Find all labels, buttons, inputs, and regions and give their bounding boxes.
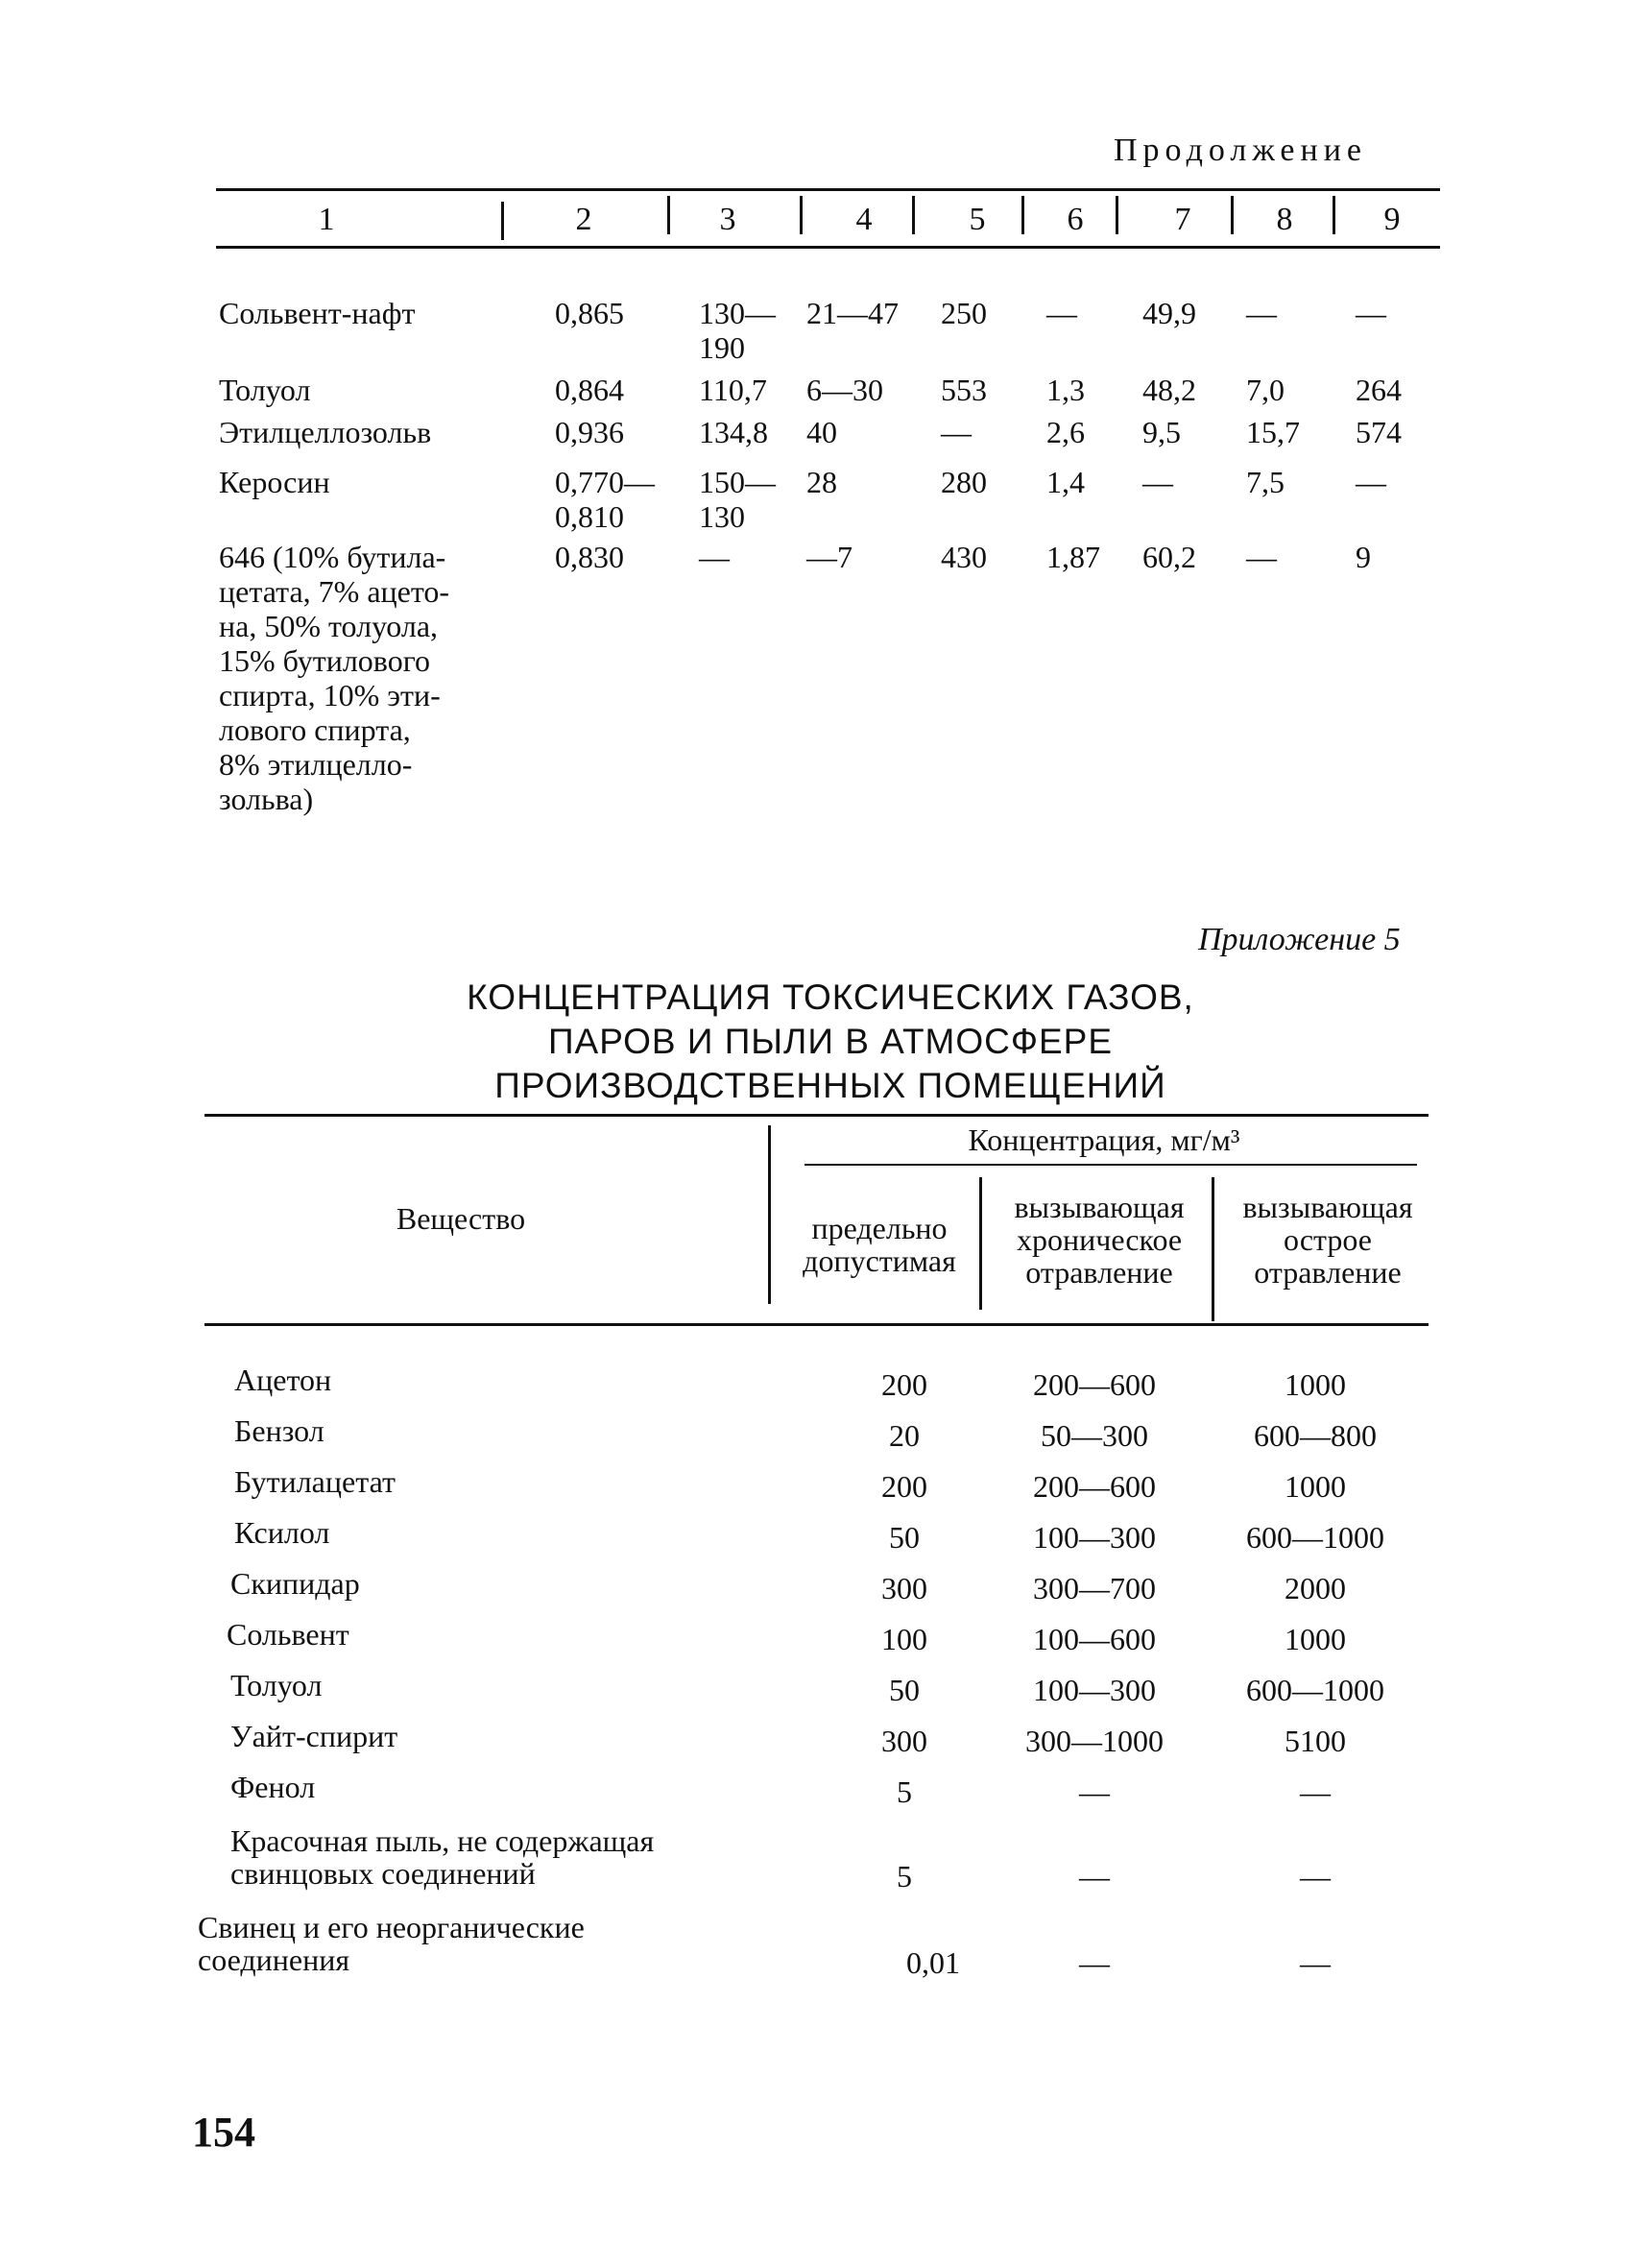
acute-header: вызывающая острое отравление [1242,1190,1413,1290]
acute-value: 600—1000 [1246,1673,1384,1707]
cell: 553 [941,373,987,407]
cell: 646 (10% бутила- цетата, 7% ацето- на, 50% толуола, 15% бутилового спирта, 10% эти- лового спирта, 8% этилцелло- зольва) [219,540,450,816]
cell: Сольвент-нафт [219,296,416,330]
acute-value: — [1300,1774,1331,1809]
cell: — [1246,540,1277,574]
cell: 1,3 [1046,373,1085,407]
cell: 0,830 [555,540,624,574]
pdk-value: 50 [889,1520,920,1555]
chronic-value: — [1079,1945,1110,1980]
acute-value: 600—800 [1254,1418,1377,1453]
concentration-header: Концентрация, мг/м³ [968,1122,1240,1157]
col-separator [1231,196,1234,234]
substance-name: Бутилацетат [234,1464,396,1499]
pdk-value: 5 [897,1859,912,1894]
table1-header-1: 1 [318,202,335,237]
table1-header-8: 8 [1276,202,1293,237]
cell: 130— 190 [699,296,776,365]
acute-value: 5100 [1285,1724,1346,1758]
acute-value: — [1300,1945,1331,1980]
cell: Толуол [219,373,311,407]
col-separator [667,196,670,234]
pdk-value: 50 [889,1673,920,1707]
cell: Этилцеллозольв [219,415,432,449]
cell: 9,5 [1142,415,1181,449]
acute-value: — [1300,1859,1331,1894]
chronic-value: 100—300 [1033,1673,1156,1707]
cell: 48,2 [1142,373,1196,407]
cell: 40 [806,415,837,449]
col-separator [800,196,803,234]
chronic-value: 100—300 [1033,1520,1156,1555]
table2-header-bottom-rule [204,1323,1429,1326]
table1-header-3: 3 [719,202,736,237]
cell: — [1142,465,1173,499]
cell: 250 [941,296,987,330]
cell: — [1046,296,1077,330]
table1-header-4: 4 [855,202,873,237]
cell: 2,6 [1046,415,1085,449]
col-separator [912,196,915,234]
substance-name: Скипидар [230,1566,360,1601]
table1-header-6: 6 [1067,202,1084,237]
cell: 6—30 [806,373,883,407]
substance-name: Бензол [234,1413,324,1448]
appendix-label: Приложение 5 [1198,922,1401,957]
continuation-label: Продолжение [1114,133,1368,168]
cell: 49,9 [1142,296,1196,330]
chronic-value: 300—1000 [1025,1724,1164,1758]
chronic-value: 50—300 [1041,1418,1148,1453]
chronic-header: вызывающая хроническое отравление [1014,1190,1185,1290]
cell: 1,4 [1046,465,1085,499]
cell: —7 [806,540,853,574]
substance-header: Вещество [396,1201,526,1236]
cell: 0,865 [555,296,624,330]
pdk-value: 300 [881,1571,927,1605]
pdk-value: 100 [881,1622,927,1656]
substance-name: Ксилол [234,1515,330,1550]
cell: 574 [1356,415,1402,449]
table1-header-2: 2 [575,202,592,237]
cell: 21—47 [806,296,899,330]
chronic-value: — [1079,1774,1110,1809]
cell: 15,7 [1246,415,1300,449]
cell: — [1356,296,1386,330]
cell: 0,936 [555,415,624,449]
pdk-value: 200 [881,1469,927,1504]
cell: 150— 130 [699,465,776,534]
cell: 430 [941,540,987,574]
acute-value: 600—1000 [1246,1520,1384,1555]
pdk-value: 300 [881,1724,927,1758]
table1-header-5: 5 [969,202,986,237]
col-separator [1333,196,1335,234]
cell: — [941,415,972,449]
table1-top-rule [216,188,1440,191]
page-number: 154 [192,2109,255,2156]
cell: 0,864 [555,373,624,407]
table1-header-bottom-rule [216,246,1440,249]
cell: 264 [1356,373,1402,407]
pdk-value: 200 [881,1367,927,1402]
cell: 110,7 [699,373,767,407]
pdk-value: 5 [897,1774,912,1809]
chronic-value: 200—600 [1033,1367,1156,1402]
substance-name: Сольвент [227,1617,349,1652]
chronic-value: 300—700 [1033,1571,1156,1605]
cell: 280 [941,465,987,499]
substance-name: Свинец и его неорганические соединения [198,1910,585,1977]
substance-name: Ацетон [234,1363,332,1397]
pdk-value: 20 [889,1418,920,1453]
chronic-value: 200—600 [1033,1469,1156,1504]
table-title-line: ПАРОВ И ПЫЛИ В АТМОСФЕРЕ [547,1022,1114,1061]
col-separator [1021,196,1024,234]
col-separator [768,1125,771,1304]
table1-header-9: 9 [1383,202,1401,237]
col-separator [979,1177,982,1310]
acute-value: 2000 [1285,1571,1346,1605]
chronic-value: — [1079,1859,1110,1894]
substance-name: Толуол [230,1668,323,1702]
table-title-line: ПРОИЗВОДСТВЕННЫХ ПОМЕЩЕНИЙ [494,1066,1166,1105]
table-title-line: КОНЦЕНТРАЦИЯ ТОКСИЧЕСКИХ ГАЗОВ, [467,977,1194,1017]
substance-name: Фенол [230,1770,316,1804]
cell: — [1246,296,1277,330]
cell: 9 [1356,540,1371,574]
pdk-header: предельно допустимая [803,1211,956,1278]
cell: 28 [806,465,837,499]
cell: 60,2 [1142,540,1196,574]
cell: — [699,540,730,574]
cell: 7,5 [1246,465,1285,499]
cell: 134,8 [699,415,768,449]
cell: — [1356,465,1386,499]
cell: 7,0 [1246,373,1285,407]
pdk-value: 0,01 [906,1945,960,1980]
col-separator [1212,1177,1214,1321]
col-separator [1116,196,1118,234]
cell: 0,770— 0,810 [555,465,655,534]
cell: 1,87 [1046,540,1100,574]
table2-top-rule [204,1114,1429,1117]
concentration-underline [804,1164,1417,1166]
acute-value: 1000 [1285,1367,1346,1402]
col-separator [501,202,504,240]
substance-name: Красочная пыль, не содержащая свинцовых соединений [230,1823,655,1891]
table1-header-7: 7 [1174,202,1191,237]
chronic-value: 100—600 [1033,1622,1156,1656]
acute-value: 1000 [1285,1469,1346,1504]
acute-value: 1000 [1285,1622,1346,1656]
cell: Керосин [219,465,330,499]
substance-name: Уайт-спирит [230,1719,398,1753]
